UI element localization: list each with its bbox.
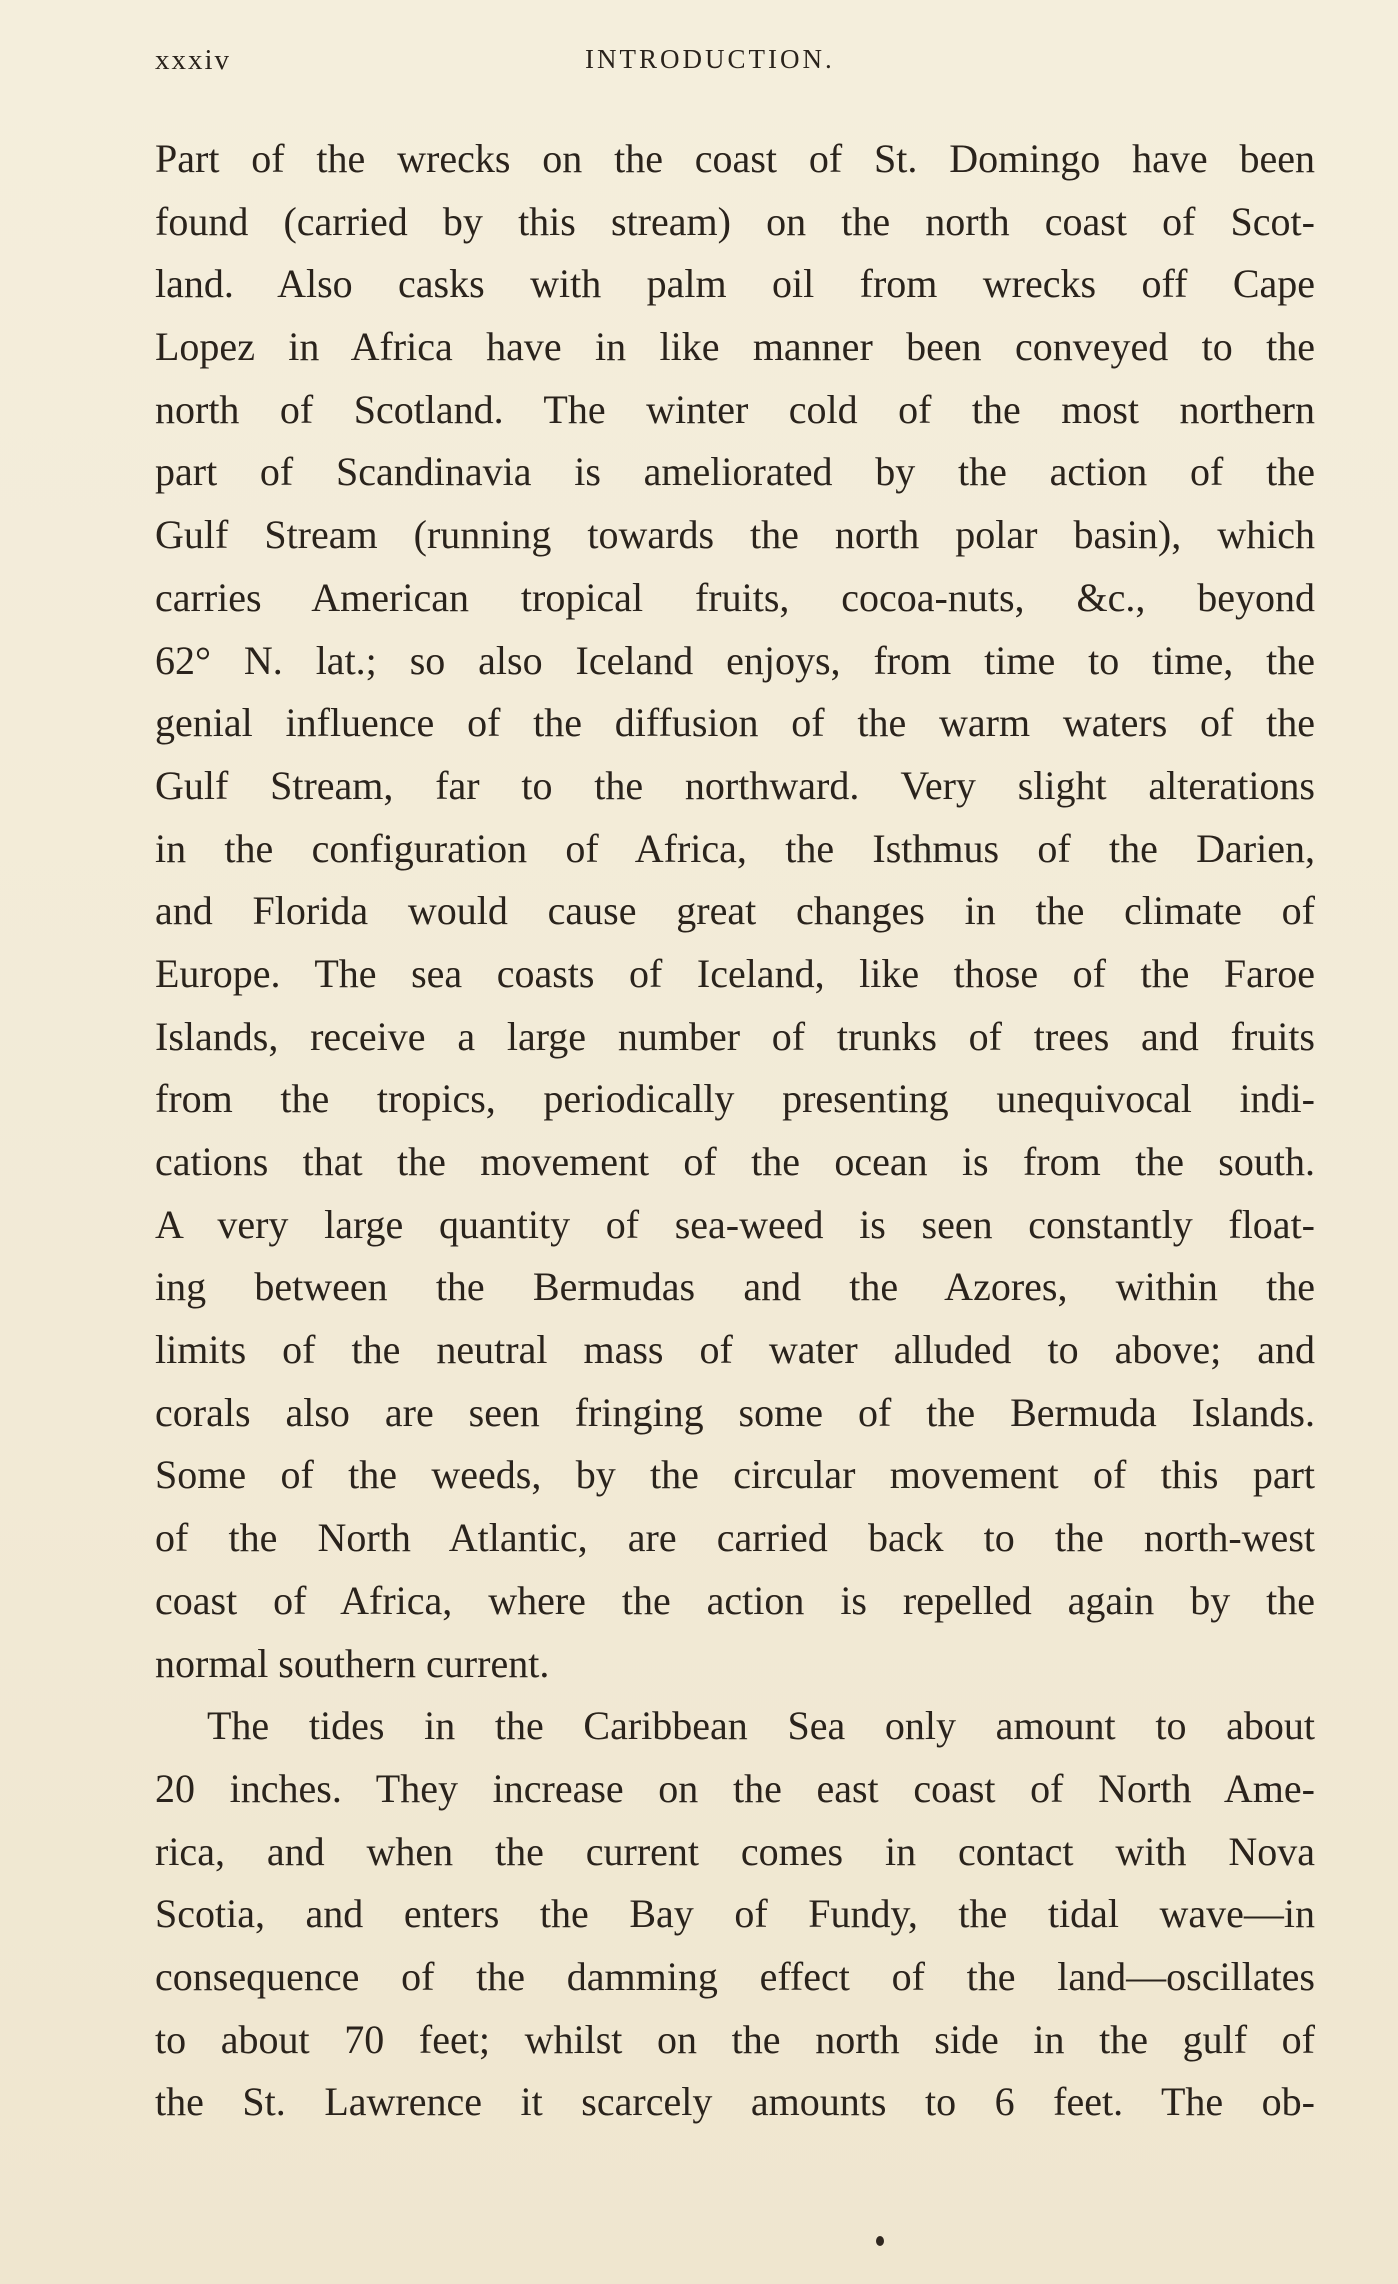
text-line: Europe. The sea coasts of Iceland, like those of the Faroe (155, 950, 1315, 996)
text-line: Some of the weeds, by the circular movement of this part (155, 1452, 1315, 1498)
page-header (155, 44, 1320, 84)
text-line: of the North Atlantic, are carried back to the north-west (155, 1515, 1315, 1561)
text-line: Scotia, and enters the Bay of Fundy, the tidal wave—in (155, 1891, 1315, 1937)
text-line: coast of Africa, where the action is repelled again by the (155, 1577, 1315, 1623)
text-line: north of Scotland. The winter cold of the most northern (155, 386, 1315, 432)
text-line: in the configuration of Africa, the Isthmus of the Darien, (155, 825, 1315, 871)
text-line: Gulf Stream (running towards the north polar basin), which (155, 512, 1315, 558)
running-head: INTRODUCTION. (585, 44, 835, 74)
ink-speck (876, 2236, 884, 2246)
text-line: rica, and when the current comes in contact with Nova (155, 1828, 1315, 1874)
text-line: consequence of the damming effect of the land—oscillates (155, 1953, 1315, 1999)
text-line: Islands, receive a large number of trunks of trees and fruits (155, 1013, 1315, 1059)
text-line: cations that the movement of the ocean is from the south. (155, 1139, 1315, 1184)
text-line: part of Scandinavia is ameliorated by the action of the (155, 449, 1315, 495)
text-line: the St. Lawrence it scarcely amounts to 6 feet. The ob- (155, 2079, 1315, 2125)
text-line: A very large quantity of sea-weed is seen constantly float- (155, 1201, 1315, 1247)
text-line: limits of the neutral mass of water alluded to above; and (155, 1327, 1315, 1373)
text-line: The tides in the Caribbean Sea only amount to about (207, 1703, 1315, 1749)
text-line: land. Also casks with palm oil from wrecks off Cape (155, 261, 1315, 307)
text-line: corals also are seen fringing some of the Bermuda Islands. (155, 1389, 1315, 1435)
text-line: normal southern current. (155, 1640, 550, 1686)
text-line: from the tropics, periodically presenting unequivocal indi- (155, 1076, 1315, 1122)
body-text (155, 128, 1315, 2134)
text-line: to about 70 feet; whilst on the north side in the gulf of (155, 2016, 1315, 2062)
text-line: and Florida would cause great changes in the climate of (155, 888, 1315, 934)
text-line: 20 inches. They increase on the east coast of North Ame- (155, 1765, 1315, 1811)
text-line: 62° N. lat.; so also Iceland enjoys, from time to time, the (155, 637, 1315, 683)
text-line: Part of the wrecks on the coast of St. Domingo have been (155, 136, 1315, 181)
text-line: Gulf Stream, far to the northward. Very slight alterations (155, 762, 1315, 808)
text-line: Lopez in Africa have in like manner been conveyed to the (155, 324, 1315, 370)
text-line: carries American tropical fruits, cocoa-nuts, &c., beyond (155, 574, 1315, 620)
text-line: ing between the Bermudas and the Azores, within the (155, 1264, 1315, 1310)
page-number: xxxiv (155, 44, 232, 76)
text-line: genial influence of the diffusion of the warm waters of the (155, 700, 1315, 746)
text-line: found (carried by this stream) on the north coast of Scot- (155, 198, 1315, 244)
